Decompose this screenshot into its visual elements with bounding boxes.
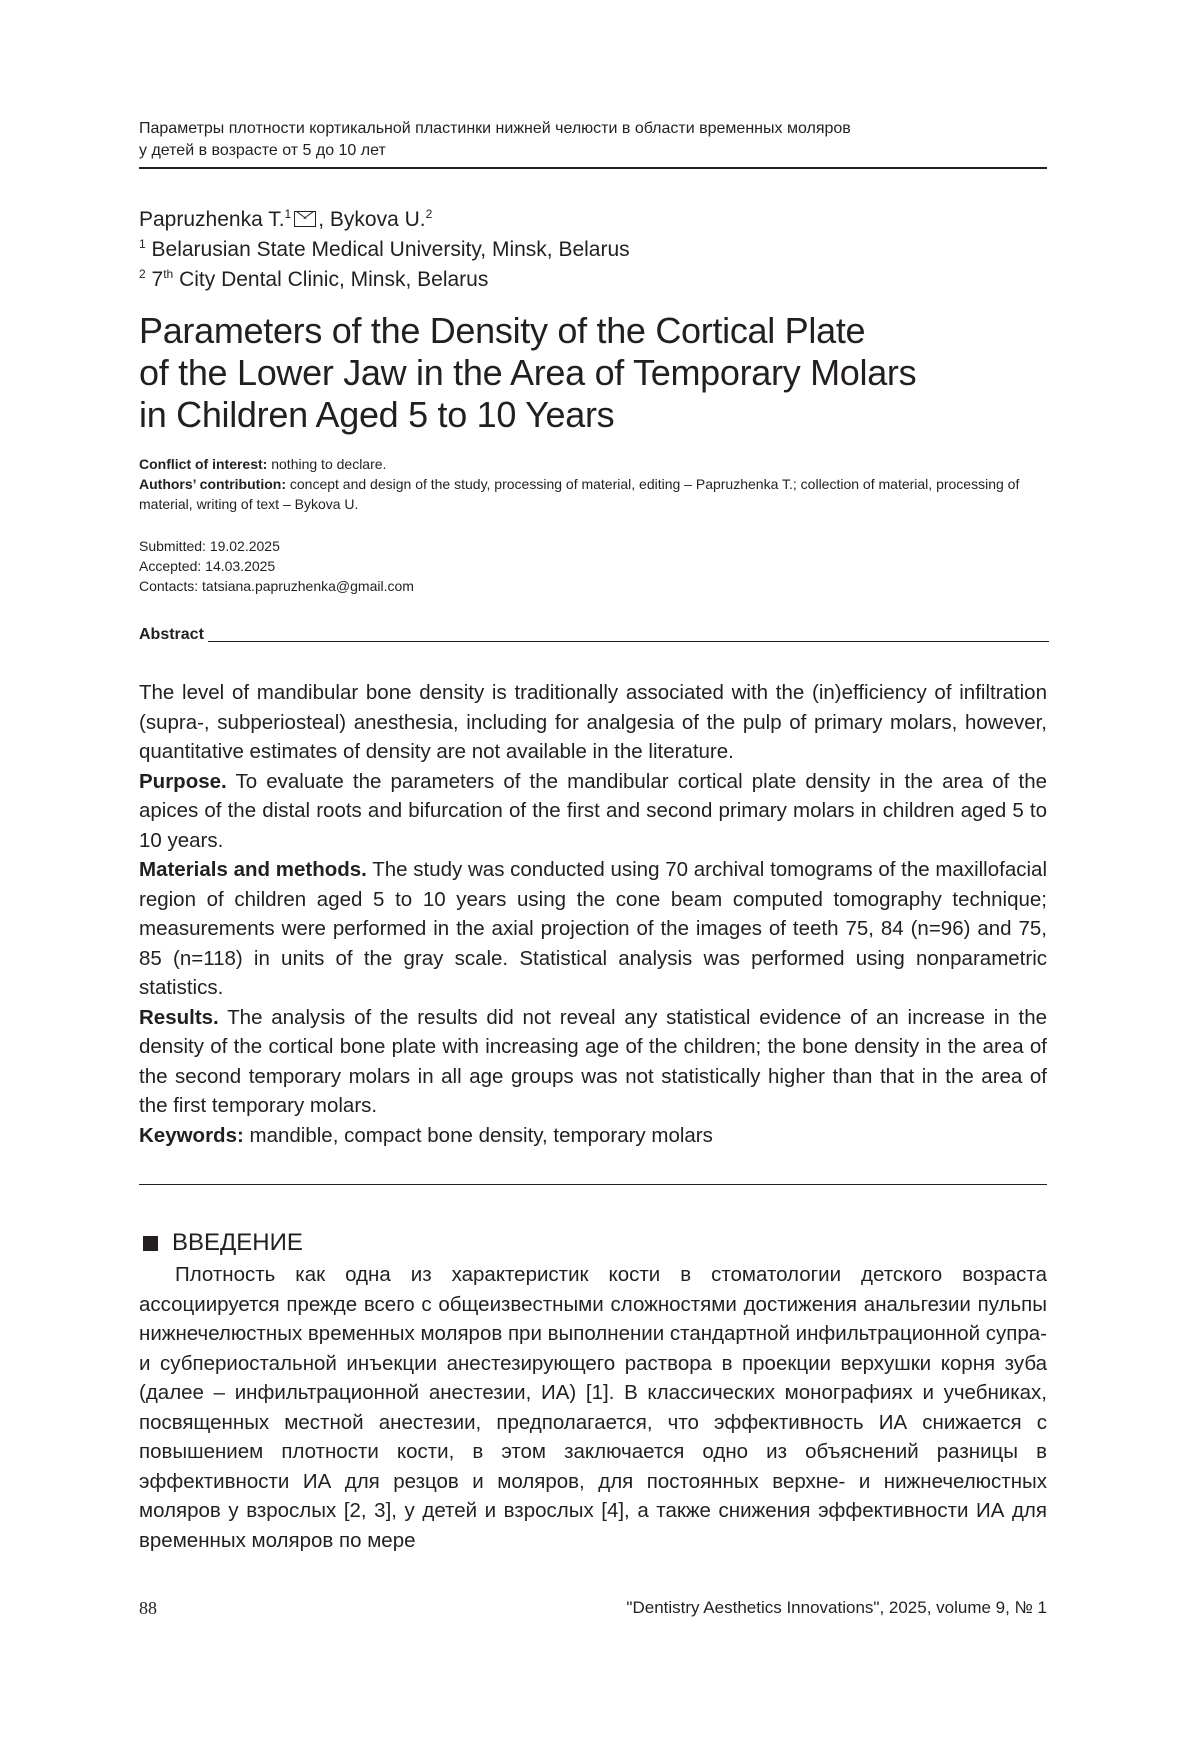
abstract-body xyxy=(139,678,1047,1150)
page-number: 88 xyxy=(139,1598,157,1618)
section-heading xyxy=(139,1228,303,1258)
results-text: The analysis of the results did not reveal any statistical evidence of an increase in the density of the cortical bone plate with increasing age of the children; the bone density in the area of the second temporary molars in all age groups was not statistically higher than that in the area of the first temporary molars. xyxy=(139,1005,1047,1117)
article-title-line-2: of the Lower Jaw in the Area of Temporary Molars xyxy=(139,352,917,393)
accepted-date: Accepted: 14.03.2025 xyxy=(139,558,276,574)
running-head xyxy=(139,118,1047,162)
affiliation-2 xyxy=(139,265,630,295)
author-line xyxy=(139,205,630,235)
abstract-keywords xyxy=(139,1121,1047,1151)
journal-citation: "Dentistry Aesthetics Innovations", 2025, volume 9, № 1 xyxy=(626,1598,1047,1617)
affiliation-2-number: 7 xyxy=(151,268,164,291)
running-head-line-2: у детей в возрасте от 5 до 10 лет xyxy=(139,142,386,159)
abstract-results xyxy=(139,1003,1047,1121)
results-label: Results. xyxy=(139,1005,219,1029)
contact-email: Contacts: tatsiana.papruzhenka@gmail.com xyxy=(139,578,414,594)
affiliation-2-mark: 2 xyxy=(139,267,146,281)
conflict-text: nothing to declare. xyxy=(271,456,387,472)
author-separator: , xyxy=(318,208,330,231)
affiliation-1 xyxy=(139,235,630,265)
article-title xyxy=(139,310,1039,436)
conflict-label: Conflict of interest: xyxy=(139,456,268,472)
contribution-label: Authors’ contribution: xyxy=(139,476,286,492)
running-head-rule xyxy=(139,167,1047,169)
author-2-affiliation-mark: 2 xyxy=(425,207,433,221)
abstract-methods xyxy=(139,855,1047,1003)
affiliation-1-mark: 1 xyxy=(139,237,146,251)
affiliation-2-text: City Dental Clinic, Minsk, Belarus xyxy=(179,268,489,291)
author-2-name: Bykova U. xyxy=(329,208,426,231)
abstract-purpose xyxy=(139,767,1047,856)
conflict-of-interest xyxy=(139,454,1049,474)
contribution-text: concept and design of the study, processing of material, editing – Papruzhenka T.; collection of material, processing of material, writing of text – Bykova U. xyxy=(139,476,1020,512)
affiliation-1-text: Belarusian State Medical University, Minsk, Belarus xyxy=(151,238,630,261)
introduction-paragraph: Плотность как одна из характеристик кости в стоматологии детского возраста ассоциируется прежде всего с общеизвестными сложностями достижения анальгезии пульпы нижнечелюстных временных моляров при выполнении стандартной инфильтрационной супра- и субпериостальной инъекции анестезирующего раствора в проекции верхушки корня зуба (далее – инфильтрационной анестезии, ИА) [1]. В классических монографиях и учебниках, посвященных местной анестезии, предполагается, что эффективность ИА снижается с повышением плотности кости, в этом заключается одно из объяснений разницы в эффективности ИА для резцов и моляров, для постоянных верхне- и нижнечелюстных моляров у взрослых [2, 3], у детей и взрослых [4], а также снижения эффективности ИА для временных моляров по мере xyxy=(139,1263,1047,1552)
author-1-affiliation-mark: 1 xyxy=(284,207,292,221)
abstract-heading xyxy=(139,625,1049,645)
methods-label: Materials and methods. xyxy=(139,858,367,881)
keywords-text: mandible, compact bone density, temporary molars xyxy=(249,1123,713,1147)
abstract-label: Abstract xyxy=(139,626,204,643)
square-bullet-icon xyxy=(143,1236,158,1251)
envelope-icon xyxy=(294,211,316,227)
keywords-label: Keywords: xyxy=(139,1123,244,1147)
author-1-name: Papruzhenka T. xyxy=(139,208,285,231)
submitted-date: Submitted: 19.02.2025 xyxy=(139,538,280,554)
purpose-text: To evaluate the parameters of the mandibular cortical plate density in the area of the apices of the distal roots and bifurcation of the first and second primary molars in children aged 5 to 10 years. xyxy=(139,769,1047,852)
methods-text: The study was conducted using 70 archival tomograms of the maxillofacial region of children aged 5 to 10 years using the cone beam computed tomography technique; measurements were performed in the axial projection of the images of teeth 75, 84 (n=96) and 75, 85 (n=118) in units of the gray scale. Statistical analysis was performed using nonparametric statistics. xyxy=(139,858,1047,999)
submission-dates xyxy=(139,536,414,596)
authors-contribution xyxy=(139,474,1049,514)
article-title-line-3: in Children Aged 5 to 10 Years xyxy=(139,394,615,435)
article-meta xyxy=(139,454,1049,514)
section-heading-text: ВВЕДЕНИЕ xyxy=(172,1229,303,1256)
article-title-line-1: Parameters of the Density of the Cortical Plate xyxy=(139,310,866,351)
author-block xyxy=(139,205,630,295)
abstract-heading-rule xyxy=(208,641,1049,642)
purpose-label: Purpose. xyxy=(139,769,227,793)
abstract-intro: The level of mandibular bone density is traditionally associated with the (in)efficiency of infiltration (supra-, subperiosteal) anesthesia, including for analgesia of the pulp of primary molars, however, quantitative estimates of density are not available in the literature. xyxy=(139,681,1047,763)
affiliation-2-ordinal: th xyxy=(163,267,174,281)
running-head-line-1: Параметры плотности кортикальной пластинки нижней челюсти в области временных моляров xyxy=(139,120,851,137)
abstract-end-rule xyxy=(139,1184,1047,1185)
